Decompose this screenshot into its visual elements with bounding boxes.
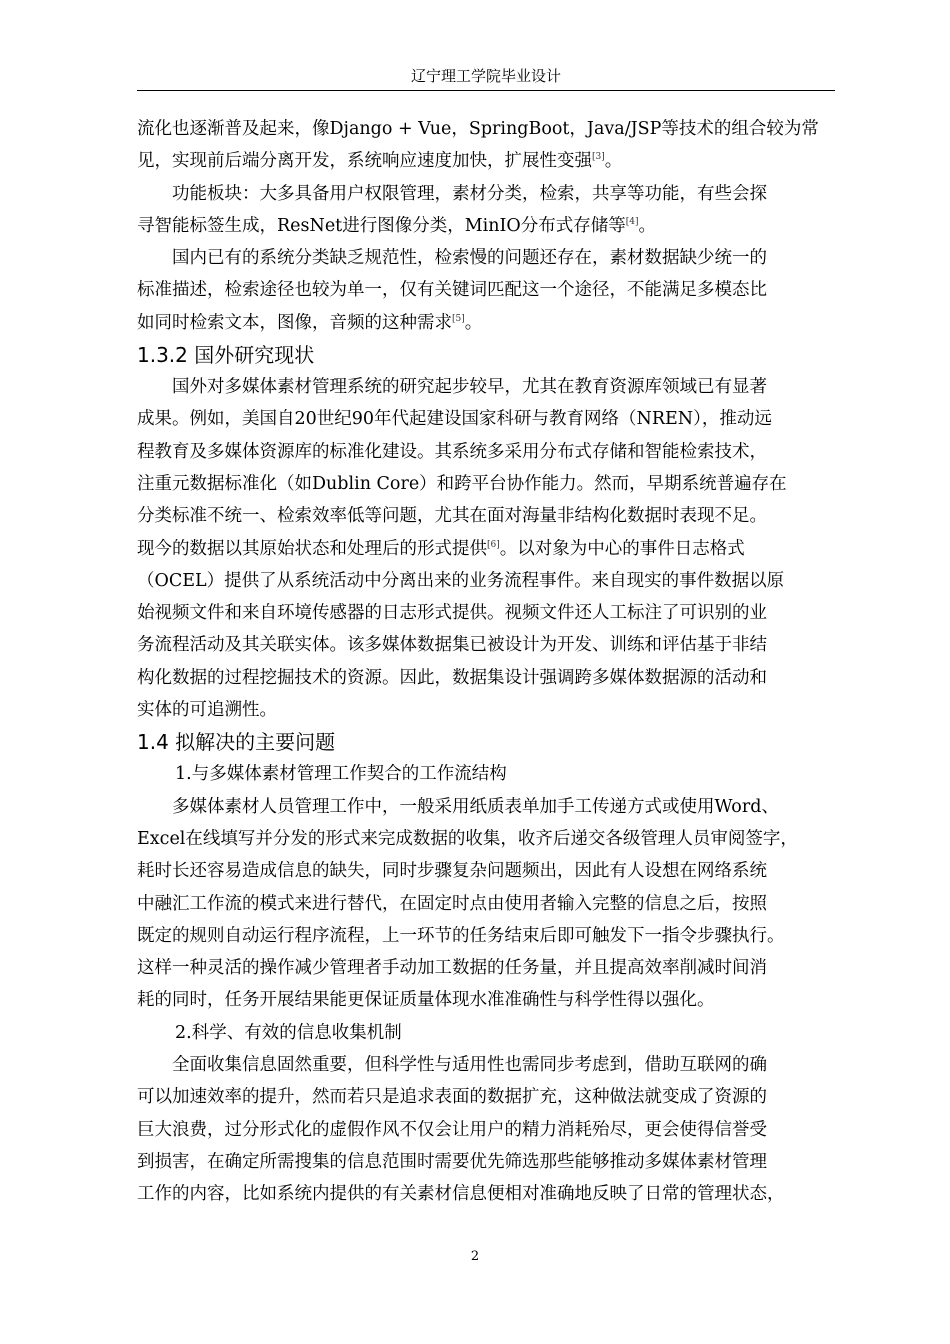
citation[interactable]: [5] xyxy=(452,313,465,324)
paragraph-line: 耗时长还容易造成信息的缺失，同时步骤复杂问题频出，因此有人设想在网络系统 xyxy=(137,861,767,882)
paragraph-line: 流化也逐渐普及起来，像Django + Vue，SpringBoot，Java/JSP等技术的组合较为常 xyxy=(137,119,819,139)
paragraph-line: （OCEL）提供了从系统活动中分离出来的业务流程事件。来自现实的事件数据以原 xyxy=(137,570,785,591)
paragraph-line: 分类标准不统一、检索效率低等问题，尤其在面对海量非结构化数据时表现不足。 xyxy=(137,506,767,527)
citation[interactable]: [6] xyxy=(487,539,500,550)
paragraph-line: 如同时检索文本，图像，音频的这种需求[5]。 xyxy=(137,312,483,333)
paragraph-line: 现今的数据以其原始状态和处理后的形式提供[6]。以对象为中心的事件日志格式 xyxy=(137,538,745,559)
page-header: 辽宁理工学院毕业设计 xyxy=(137,66,835,91)
paragraph-line: 国内已有的系统分类缺乏规范性，检索慢的问题还存在，素材数据缺少统一的 xyxy=(172,248,767,269)
paragraph-line: 既定的规则自动运行程序流程，上一环节的任务结束后即可触发下一指令步骤执行。 xyxy=(137,925,785,946)
paragraph-line: 多媒体素材人员管理工作中，一般采用纸质表单加手工传递方式或使用Word、 xyxy=(172,796,779,817)
paragraph-line: 耗的同时，任务开展结果能更保证质量体现水准准确性与科学性得以强化。 xyxy=(137,990,715,1011)
paragraph-line: 寻智能标签生成，ResNet进行图像分类，MinIO分布式存储等[4]。 xyxy=(137,215,657,236)
section-heading: 1.3.2 国外研究现状 xyxy=(137,343,315,368)
paragraph-line: 程教育及多媒体资源库的标准化建设。其系统多采用分布式存储和智能检索技术， xyxy=(137,441,767,462)
paragraph-line: Excel在线填写并分发的形式来完成数据的收集，收齐后递交各级管理人员审阅签字， xyxy=(137,828,798,849)
document-body xyxy=(137,113,837,1211)
paragraph-line: 全面收集信息固然重要，但科学性与适用性也需同步考虑到，借助互联网的确 xyxy=(172,1055,767,1076)
paragraph-line: 功能板块：大多具备用户权限管理，素材分类，检索，共享等功能，有些会探 xyxy=(172,183,767,204)
paragraph-line: 始视频文件和来自环境传感器的日志形式提供。视频文件还人工标注了可识别的业 xyxy=(137,603,767,624)
paragraph-line: 可以加速效率的提升，然而若只是追求表面的数据扩充，这种做法就变成了资源的 xyxy=(137,1087,767,1108)
paragraph-line: 中融汇工作流的模式来进行替代，在固定时点由使用者输入完整的信息之后，按照 xyxy=(137,893,767,914)
paragraph-line: 注重元数据标准化（如Dublin Core）和跨平台协作能力。然而，早期系统普遍存在 xyxy=(137,473,787,494)
paragraph-line: 见，实现前后端分离开发，系统响应速度加快，扩展性变强[3]。 xyxy=(137,151,623,172)
page-number: 2 xyxy=(470,1249,480,1264)
paragraph-line: 国外对多媒体素材管理系统的研究起步较早，尤其在教育资源库领域已有显著 xyxy=(172,377,767,398)
paragraph-line: 实体的可追溯性。 xyxy=(137,700,277,721)
citation[interactable]: [4] xyxy=(625,217,639,228)
paragraph-line: 巨大浪费，过分形式化的虚假作风不仅会让用户的精力消耗殆尽，更会使得信誉受 xyxy=(137,1119,767,1140)
paragraph-line: 到损害，在确定所需搜集的信息范围时需要优先筛选那些能够推动多媒体素材管理 xyxy=(137,1151,767,1172)
list-item: 2.科学、有效的信息收集机制 xyxy=(175,1022,402,1043)
paragraph-line: 成果。例如，美国自20世纪90年代起建设国家科研与教育网络（NREN），推动远 xyxy=(137,409,772,430)
paragraph-line: 这样一种灵活的操作减少管理者手动加工数据的任务量，并且提高效率削减时间消 xyxy=(137,958,767,979)
list-item: 1.与多媒体素材管理工作契合的工作流结构 xyxy=(175,764,507,785)
citation[interactable]: [3] xyxy=(592,152,605,163)
paragraph-line: 构化数据的过程挖掘技术的资源。因此，数据集设计强调跨多媒体数据源的活动和 xyxy=(137,667,767,688)
paragraph-line: 标准描述，检索途径也较为单一，仅有关键词匹配这一个途径，不能满足多模态比 xyxy=(137,280,767,301)
paragraph-line: 工作的内容，比如系统内提供的有关素材信息便相对准确地反映了日常的管理状态， xyxy=(137,1184,785,1205)
section-heading: 1.4 拟解决的主要问题 xyxy=(137,730,336,755)
paragraph-line: 务流程活动及其关联实体。该多媒体数据集已被设计为开发、训练和评估基于非结 xyxy=(137,635,767,656)
